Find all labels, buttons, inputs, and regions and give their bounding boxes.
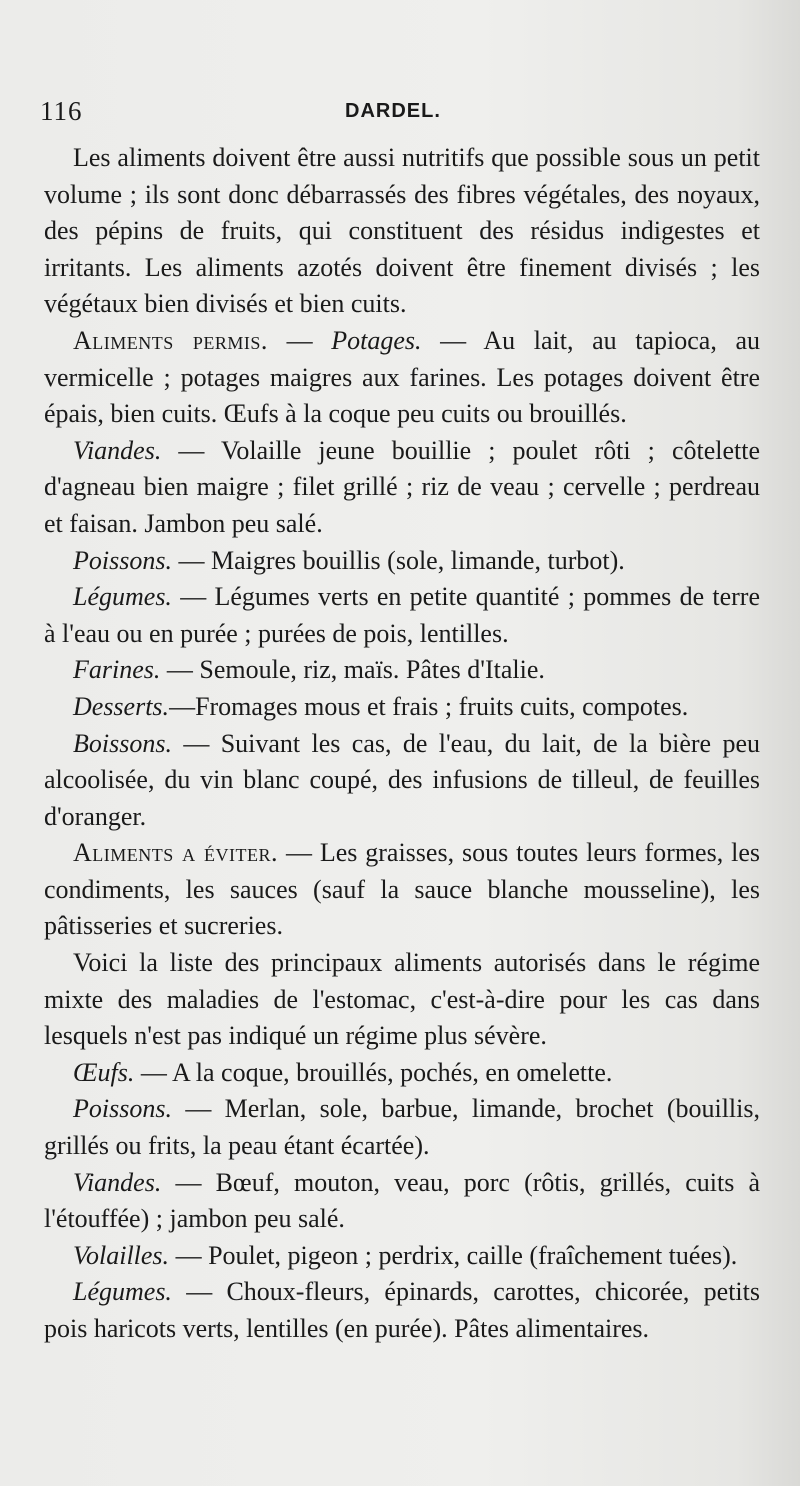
page-header xyxy=(40,96,760,132)
paragraph-oeufs xyxy=(44,1055,760,1092)
paragraph-text: Les aliments doivent être aussi nutritifs que possible sous un petit volume ; ils sont donc débarrassés des fibres végétales, des noyaux, des pépins de fruits, qui constituent des résidus indigestes et irritants. Les aliments azotés doivent être finement divisés ; les végétaux bien divisés et bien cuits. xyxy=(44,143,760,319)
category-label: Poissons. xyxy=(73,545,172,575)
category-label: Œufs. xyxy=(73,1057,135,1087)
paragraph-legumes-2 xyxy=(44,1274,760,1347)
paragraph-poissons xyxy=(44,543,760,580)
category-label: Viandes. xyxy=(73,435,162,465)
paragraph-text: — Poulet, pigeon ; perdrix, caille (fraîchement tuées). xyxy=(169,1240,738,1270)
paragraph-poissons-2 xyxy=(44,1091,760,1164)
paragraph-text: — Merlan, sole, barbue, limande, brochet (bouillis, grillés ou frits, la peau étant écartée). xyxy=(44,1094,760,1161)
paragraph-text: Voici la liste des principaux aliments autorisés dans le régime mixte des maladies de l'estomac, c'est-à-dire pour les cas dans lesquels n'est pas indiqué un régime plus sévère. xyxy=(44,948,760,1051)
paragraph-text: — Semoule, riz, maïs. Pâtes d'Italie. xyxy=(160,655,545,685)
paragraph-text: — Volaille jeune bouillie ; poulet rôti ; côtelette d'agneau bien maigre ; filet grillé ; riz de veau ; cervelle ; perdreau et faisan. Jambon peu salé. xyxy=(44,435,760,538)
paragraph-farines xyxy=(44,652,760,689)
paragraph-text: —Fromages mous et frais ; fruits cuits, compotes. xyxy=(169,691,689,721)
paragraph-aliments-a-eviter xyxy=(44,835,760,945)
paragraph-text: — Légumes verts en petite quantité ; pommes de terre à l'eau ou en purée ; purées de pois, lentilles. xyxy=(44,582,760,648)
paragraph-text: — Bœuf, mouton, veau, porc (rôtis, grillés, cuits à l'étouffée) ; jambon peu salé. xyxy=(44,1167,760,1234)
category-label: Légumes. xyxy=(73,1277,172,1307)
paragraph-boissons xyxy=(44,726,760,836)
page-body xyxy=(44,140,760,1348)
paragraph-intro xyxy=(44,140,760,323)
page-number: 116 xyxy=(40,96,83,126)
category-label: Légumes. xyxy=(73,582,172,612)
running-head: DARDEL. xyxy=(345,100,441,122)
paragraph-legumes xyxy=(44,579,760,652)
category-label: Desserts. xyxy=(73,691,170,721)
paragraph-viandes xyxy=(44,433,760,543)
paragraph-text: — A la coque, brouillés, pochés, en omelette. xyxy=(134,1057,613,1087)
paragraph-viandes-2 xyxy=(44,1165,760,1238)
paragraph-text: — Les graisses, sous toutes leurs formes, les condiments, les sauces (sauf la sauce blanche mousseline), les pâtisseries et sucreries. xyxy=(44,838,760,941)
paragraph-text: — Au lait, au tapioca, au vermicelle ; potages maigres aux farines. Les potages doivent être épais, bien cuits. Œufs à la coque peu cuits ou brouillés. xyxy=(44,325,761,429)
category-label: Boissons. xyxy=(73,728,172,758)
section-lead: Aliments permis. xyxy=(73,325,268,355)
paragraph-volailles xyxy=(44,1238,760,1275)
category-label: Potages. xyxy=(331,325,422,355)
section-lead: Aliments a éviter. xyxy=(73,838,279,868)
category-label: Viandes. xyxy=(73,1167,162,1197)
category-label: Volailles. xyxy=(73,1240,170,1270)
paragraph-text: — Choux-fleurs, épinards, carottes, chicorée, petits pois haricots verts, lentilles (en purée). Pâtes alimentaires. xyxy=(44,1277,760,1343)
paragraph-aliments-permis xyxy=(44,323,760,433)
paragraph-liste xyxy=(44,945,760,1055)
dash: — xyxy=(267,325,332,355)
paragraph-text: — Suivant les cas, de l'eau, du lait, de la bière peu alcoolisée, du vin blanc coupé, des infusions de tilleul, de feuilles d'oranger. xyxy=(44,728,760,831)
paragraph-desserts xyxy=(44,689,760,726)
category-label: Poissons. xyxy=(73,1094,172,1124)
category-label: Farines. xyxy=(73,655,161,685)
paragraph-text: — Maigres bouillis (sole, limande, turbot). xyxy=(171,545,625,575)
